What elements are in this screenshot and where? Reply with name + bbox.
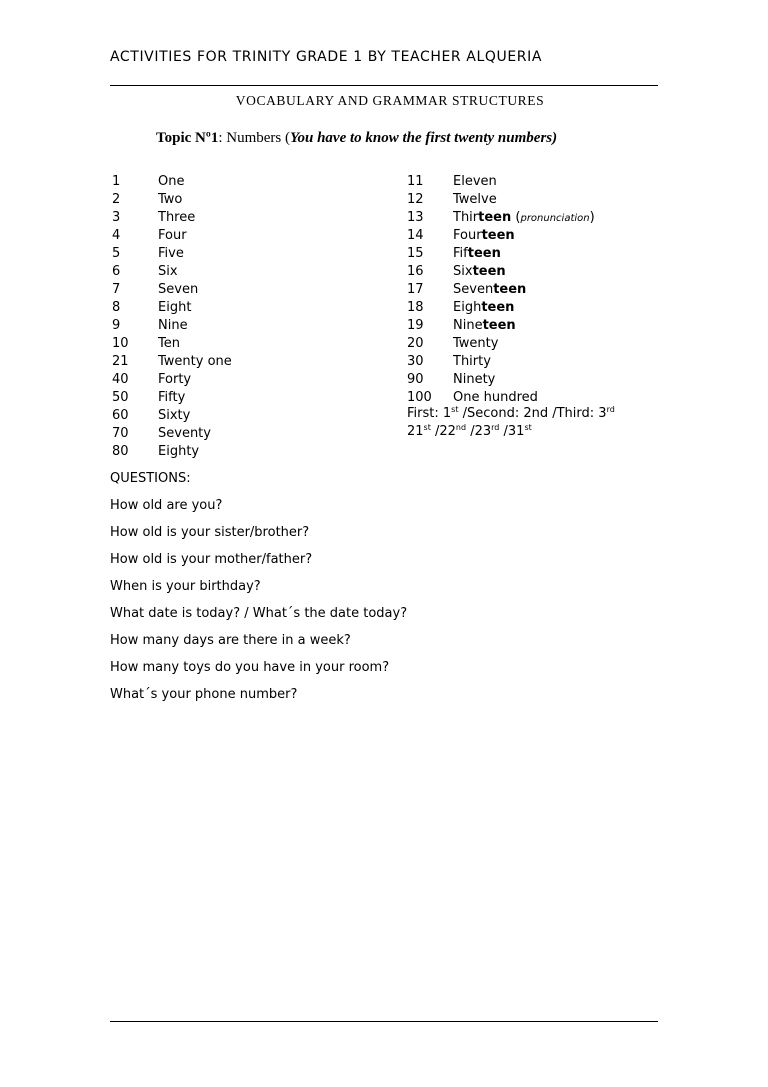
ordinal-sup: st xyxy=(451,405,459,414)
number-digit: 2 xyxy=(112,192,121,207)
number-digit: 5 xyxy=(112,246,121,261)
number-word xyxy=(453,317,516,335)
ordinal-text: First: 1 xyxy=(407,406,452,421)
number-word: Two xyxy=(158,192,183,207)
number-digit: 20 xyxy=(407,336,424,351)
number-word: Four xyxy=(158,228,187,243)
word-stem: Eigh xyxy=(453,300,482,315)
question-item: When is your birthday? xyxy=(110,579,261,594)
pronunciation-note: pronunciation xyxy=(520,213,590,224)
number-digit: 10 xyxy=(112,336,129,351)
number-word xyxy=(453,191,497,209)
teen-suffix: teen xyxy=(493,282,527,297)
number-word xyxy=(453,173,497,191)
ordinal-text: /23 xyxy=(466,424,492,439)
number-word: Seventy xyxy=(158,426,211,441)
number-digit: 90 xyxy=(407,372,424,387)
note-open: ( xyxy=(511,210,521,225)
teen-suffix: teen xyxy=(481,300,515,315)
ordinal-sup: rd xyxy=(491,423,500,432)
number-word xyxy=(453,335,498,353)
word-stem: One hundred xyxy=(453,390,538,405)
note-close: ) xyxy=(589,210,595,225)
ordinal-sup: st xyxy=(423,423,431,432)
number-digit: 21 xyxy=(112,354,129,369)
topic-label: Topic Nº1 xyxy=(156,130,219,146)
number-word: Sixty xyxy=(158,408,191,423)
word-stem: Ninety xyxy=(453,372,496,387)
number-word xyxy=(453,371,495,389)
number-word xyxy=(453,281,526,299)
teen-suffix: teen xyxy=(472,264,506,279)
number-word: Eight xyxy=(158,300,192,315)
number-word: Nine xyxy=(158,318,188,333)
questions-heading: QUESTIONS: xyxy=(110,471,191,486)
number-digit: 13 xyxy=(407,210,424,225)
teen-suffix: teen xyxy=(467,246,501,261)
word-stem: Nine xyxy=(453,318,483,333)
word-stem: Four xyxy=(453,228,482,243)
number-digit: 40 xyxy=(112,372,129,387)
number-word xyxy=(453,263,506,281)
number-digit: 8 xyxy=(112,300,121,315)
number-word xyxy=(453,245,501,263)
number-digit: 9 xyxy=(112,318,121,333)
question-item: How old is your mother/father? xyxy=(110,552,313,567)
teen-suffix: teen xyxy=(478,210,512,225)
footer-rule xyxy=(110,1021,658,1022)
number-digit: 80 xyxy=(112,444,129,459)
ordinal-sup: nd xyxy=(455,423,467,432)
number-word xyxy=(453,353,491,371)
question-item: How many days are there in a week? xyxy=(110,633,351,648)
teen-suffix: teen xyxy=(482,318,516,333)
document-header: ACTIVITIES FOR TRINITY GRADE 1 BY TEACHER ALQUERIA xyxy=(110,49,543,65)
number-word: Seven xyxy=(158,282,199,297)
word-stem: Thir xyxy=(453,210,479,225)
number-digit: 14 xyxy=(407,228,424,243)
word-stem: Seven xyxy=(453,282,494,297)
word-stem: Eleven xyxy=(453,174,497,189)
word-stem: Thirty xyxy=(453,354,491,369)
number-digit: 19 xyxy=(407,318,424,333)
number-digit: 15 xyxy=(407,246,424,261)
ordinal-text: /Second: 2nd /Third: 3 xyxy=(458,406,607,421)
number-digit: 7 xyxy=(112,282,121,297)
number-word xyxy=(453,227,515,245)
number-digit: 3 xyxy=(112,210,121,225)
number-word: Six xyxy=(158,264,178,279)
number-digit: 18 xyxy=(407,300,424,315)
header-rule xyxy=(110,85,658,86)
word-stem: Fif xyxy=(453,246,468,261)
number-digit: 4 xyxy=(112,228,121,243)
number-word: Forty xyxy=(158,372,192,387)
ordinal-sup: rd xyxy=(606,405,615,414)
word-stem: Twenty xyxy=(453,336,499,351)
number-word: Eighty xyxy=(158,444,200,459)
ordinal-text: 21 xyxy=(407,424,424,439)
number-digit: 30 xyxy=(407,354,424,369)
ordinals-line-2 xyxy=(407,423,532,441)
number-word xyxy=(453,209,595,228)
topic-sep: : Numbers ( xyxy=(218,130,290,146)
number-digit: 11 xyxy=(407,174,424,189)
number-digit: 1 xyxy=(112,174,121,189)
number-digit: 12 xyxy=(407,192,424,207)
word-stem: Six xyxy=(453,264,473,279)
number-digit: 60 xyxy=(112,408,129,423)
section-title: VOCABULARY AND GRAMMAR STRUCTURES xyxy=(235,93,545,108)
question-item: What´s your phone number? xyxy=(110,687,298,702)
ordinal-sup: st xyxy=(524,423,532,432)
number-word: Three xyxy=(158,210,196,225)
teen-suffix: teen xyxy=(481,228,515,243)
number-word: Ten xyxy=(158,336,180,351)
number-word xyxy=(453,299,514,317)
number-digit: 50 xyxy=(112,390,129,405)
ordinal-text: /22 xyxy=(430,424,456,439)
number-digit: 17 xyxy=(407,282,424,297)
ordinals-line-1 xyxy=(407,405,615,423)
topic-emphasis: You have to know the first twenty numbers) xyxy=(290,130,558,146)
number-word: Five xyxy=(158,246,184,261)
number-digit: 6 xyxy=(112,264,121,279)
questions-section xyxy=(110,470,407,713)
topic-line xyxy=(156,130,557,147)
number-digit: 16 xyxy=(407,264,424,279)
question-item: How old are you? xyxy=(110,498,223,513)
ordinal-text: /31 xyxy=(499,424,525,439)
number-digit: 100 xyxy=(407,390,432,405)
question-item: How many toys do you have in your room? xyxy=(110,660,390,675)
word-stem: Twelve xyxy=(453,192,497,207)
number-digit: 70 xyxy=(112,426,129,441)
number-word: Fifty xyxy=(158,390,186,405)
question-item: How old is your sister/brother? xyxy=(110,525,310,540)
question-item: What date is today? / What´s the date today? xyxy=(110,606,408,621)
number-word: Twenty one xyxy=(158,354,232,369)
number-word: One xyxy=(158,174,185,189)
